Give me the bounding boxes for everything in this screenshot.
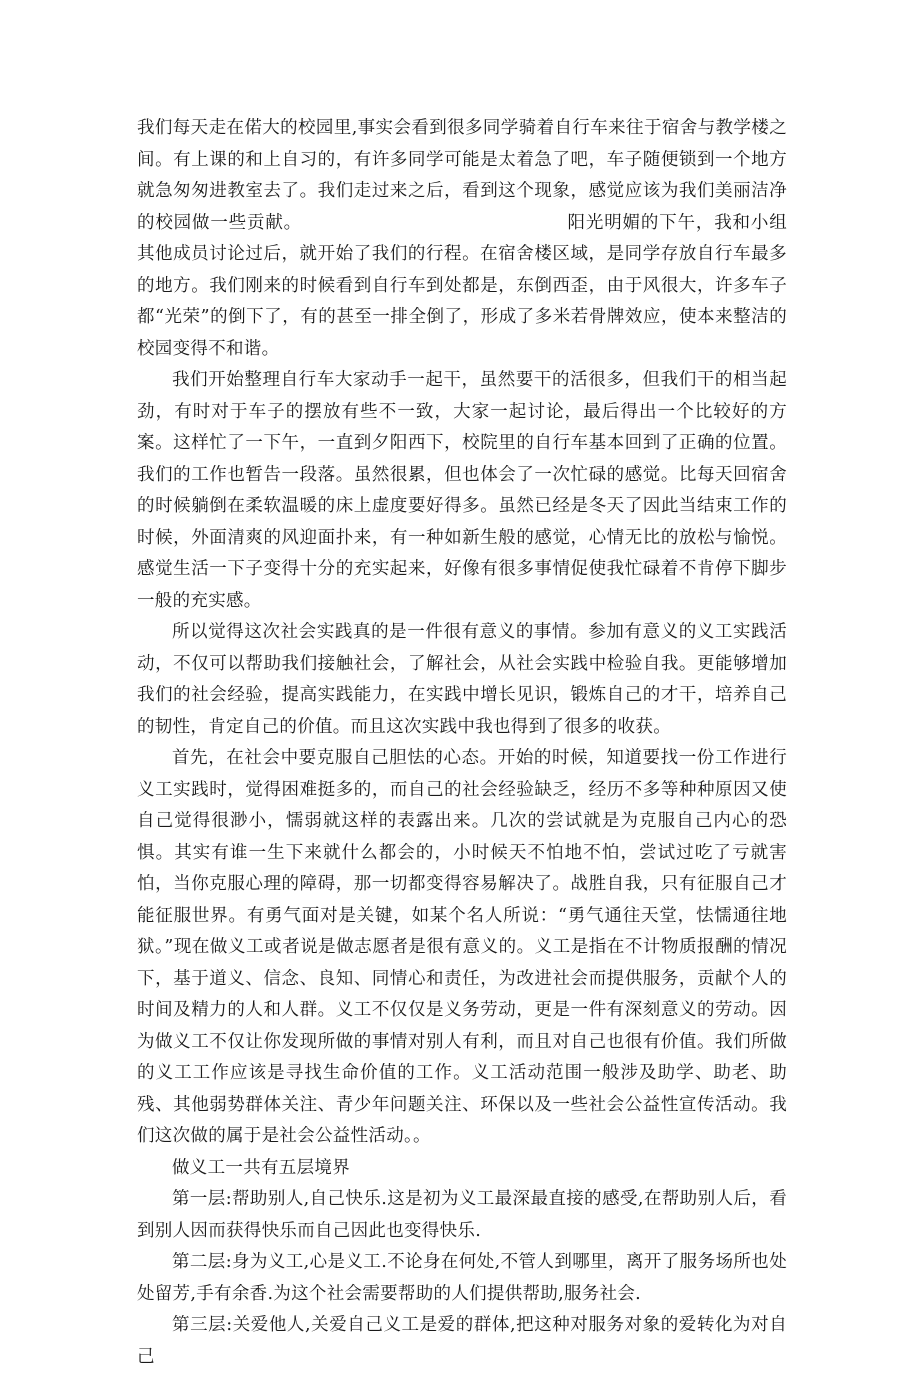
paragraph-1-text-b: 阳光明媚的下午，我和小组其他成员讨 (137, 212, 787, 264)
paragraph-4: 首先，在社会中要克服自己胆怯的心态。开始的时候，知道要找一份工作进行义工实践时，觉得困难挺多的，而自己的社会经验缺乏，经历不多等种种原因又使自己觉得很渺小，懦弱就这样的表露出来。几次的尝试就是为克服自己内心的恐惧。其实有谁一生下来就什么都会的，小时候天不怕地不怕，尝试过吃了亏就害怕，当你克服心理的障碍，那一切都变得容易解决了。战胜自我，只有征服自己才能征服世界。有勇气面对是关键，如某个名人所说：“勇气通往天堂，怯懦通往地狱。”现在做义工或者说是做志愿者是很有意义的。义工是指在不计物质报酬的情况下，基于道义、信念、良知、同情心和责任，为改进社会而提供服务，贡献个人的时间及精力的人和人群。义工不仅仅是义务劳动，更是一件有深刻意义的劳动。因为做义工不仅让你发现所做的事情对别人有利，而且对自己也很有价值。我们所做的义工工作应该是寻找生命价值的工作。义工活动范围一般涉及助学、助老、助残、其他弱势群体关注、青少年问题关注、环保以及一些社会公益性宣传活动。我们这次做的属于是社会公益性活动。。 (137, 748, 787, 1146)
paragraph-1-text-a: 我们每天走在偌大的校园里,事实会看到很多同学骑着自行车来往于宿舍与教学楼之间。有上课的和上自习的，有许多同学可能是太着急了吧，车子随便锁到一个地方就急匆匆进教室去了。我们走过来之后，看到这个现象，感觉应该为我们美丽洁净的校园做一些贡献。 (137, 118, 787, 233)
paragraph-5-heading: 做义工一共有五层境界 (172, 1157, 350, 1178)
paragraph-8-level-three: 第三层:关爱他人,关爱自己义工是爱的群体,把这种对服务对象的爱转化为对自己 (137, 1315, 787, 1367)
paragraph-2: 我们开始整理自行车大家动手一起干，虽然要干的活很多，但我们干的相当起劲，有时对于车子的摆放有些不一致，大家一起讨论，最后得出一个比较好的方案。这样忙了一下午，一直到夕阳西下，校院里的自行车基本回到了正确的位置。我们的工作也暂告一段落。虽然很累，但也体会了一次忙碌的感觉。比每天回宿舍的时候躺倒在柔软温暖的床上虚度要好得多。虽然已经是冬天了因此当结束工作的时候，外面清爽的风迎面扑来，有一种如新生般的感觉，心情无比的放松与愉悦。感觉生活一下子变得十分的充实起来，好像有很多事情促使我忙碌着不肯停下脚步一般的充实感。 (137, 370, 787, 611)
paragraph-1 (137, 113, 787, 365)
paragraph-1-text-c: 论过后，就开始了我们的行程。在宿舍楼区域，是同学存放自行车最多的地方。我们刚来的时候看到自行车到处都是，东倒西歪，由于风很大，许多车子都“光荣”的倒下了，有的甚至一排全倒了，形成了多米若骨牌效应，使本来整洁的校园变得不和谐。 (137, 244, 787, 359)
paragraph-7-level-two: 第二层:身为义工,心是义工.不论身在何处,不管人到哪里，离开了服务场所也处处留芳,手有余香.为这个社会需要帮助的人们提供帮助,服务社会. (137, 1252, 787, 1304)
document-body (137, 113, 787, 1373)
paragraph-6-level-one: 第一层:帮助别人,自己快乐.这是初为义工最深最直接的感受,在帮助别人后，看到别人因而获得快乐而自己因此也变得快乐. (137, 1189, 787, 1241)
paragraph-3: 所以觉得这次社会实践真的是一件很有意义的事情。参加有意义的义工实践活动，不仅可以帮助我们接触社会，了解社会，从社会实践中检验自我。更能够增加我们的社会经验，提高实践能力，在实践中增长见识，锻炼自己的才干，培养自己的韧性，肯定自己的价值。而且这次实践中我也得到了很多的收获。 (137, 622, 787, 737)
